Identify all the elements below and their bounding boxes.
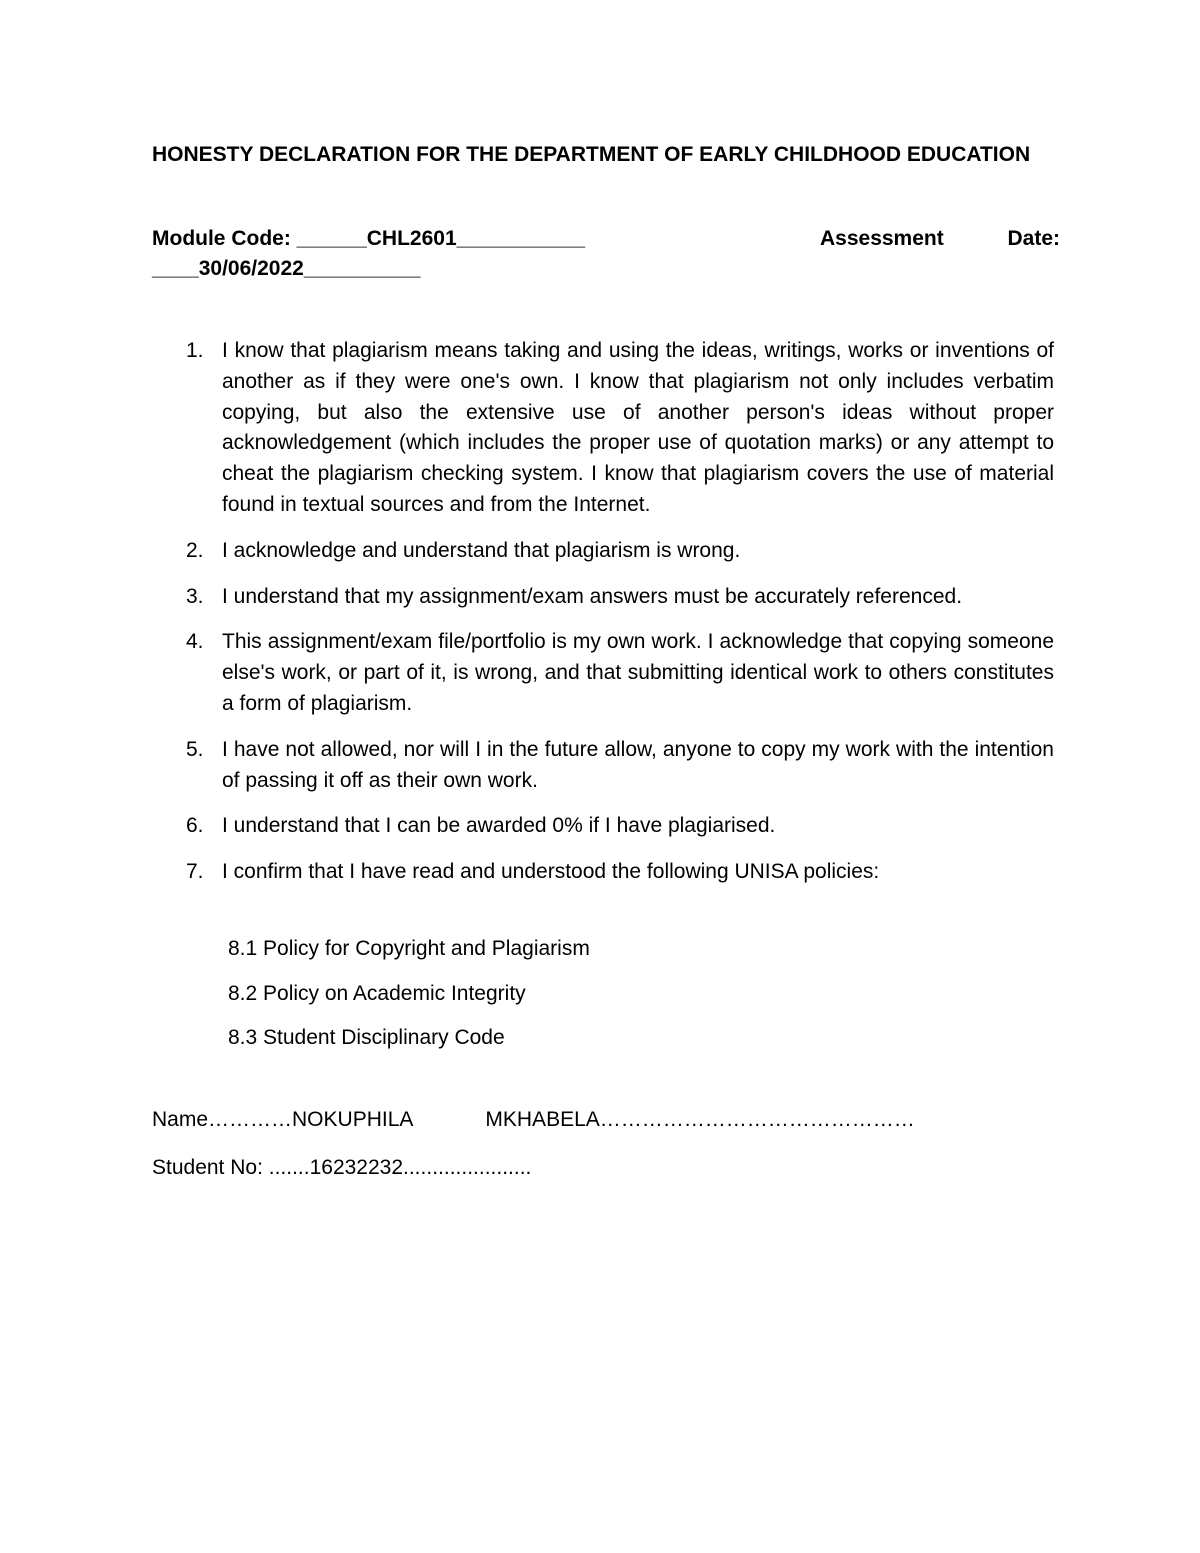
student-number-line: Student No: .......16232232...................... [152,1156,532,1179]
item-text: I know that plagiarism means taking and using the ideas, writings, works or inventions of another as if they were one's own. I know that plagiarism not only includes verbatim copying, but also the extensive use of another person's ideas without proper acknowledgement (which includes the proper use of quotation marks) or any attempt to cheat the plagiarism checking system. I know that plagiarism covers the use of material found in textual sources and from the Internet. [222,339,1054,516]
assessment-label: Assessment [820,227,944,250]
policy-item: 8.3 Student Disciplinary Code [228,1026,505,1049]
name-surname: MKHABELA……………………………………… [485,1108,915,1131]
assessment-date-label-group [820,224,1060,254]
item-number: 2. [186,538,204,562]
module-code-label: Module Code: [152,227,291,250]
page-title: HONESTY DECLARATION FOR THE DEPARTMENT OF EARLY CHILDHOOD EDUCATION [152,143,1031,166]
list-item [152,336,1054,521]
policy-item: 8.1 Policy for Copyright and Plagiarism [228,937,590,960]
module-info [152,224,1060,284]
item-text: I understand that I can be awarded 0% if I have plagiarised. [222,814,776,838]
item-number: 1. [186,339,204,362]
item-number: 3. [186,584,204,608]
item-number: 5. [186,737,204,761]
date-label: Date: [1007,227,1060,250]
declaration-list [152,336,1060,903]
item-number: 7. [186,860,204,884]
item-text: I confirm that I have read and understood the following UNISA policies: [222,860,880,884]
date-value: ____30/06/2022__________ [152,257,421,280]
module-code-value: ______CHL2601___________ [296,227,586,250]
policy-item: 8.2 Policy on Academic Integrity [228,981,526,1005]
name-first: Name…………NOKUPHILA [152,1108,414,1131]
item-number: 6. [186,814,204,838]
item-text: I have not allowed, nor will I in the future allow, anyone to copy my work with the intention of passing it off as their own work. [222,737,1054,792]
item-text: This assignment/exam file/portfolio is my own work. I acknowledge that copying someone else's work, or part of it, is wrong, and that submitting identical work to others constitutes a form of plagiarism. [222,630,1054,715]
module-row [152,224,1060,254]
name-line [152,1105,915,1135]
list-item [152,857,1054,888]
list-item [152,582,1054,613]
item-text: I acknowledge and understand that plagiarism is wrong. [222,538,741,562]
module-code [152,224,585,254]
item-number: 4. [186,630,204,654]
list-item [152,811,1054,842]
list-item [152,627,1054,719]
list-item [152,735,1054,797]
policy-list [228,934,590,1068]
item-text: I understand that my assignment/exam answers must be accurately referenced. [222,584,963,608]
list-item [152,536,1054,567]
